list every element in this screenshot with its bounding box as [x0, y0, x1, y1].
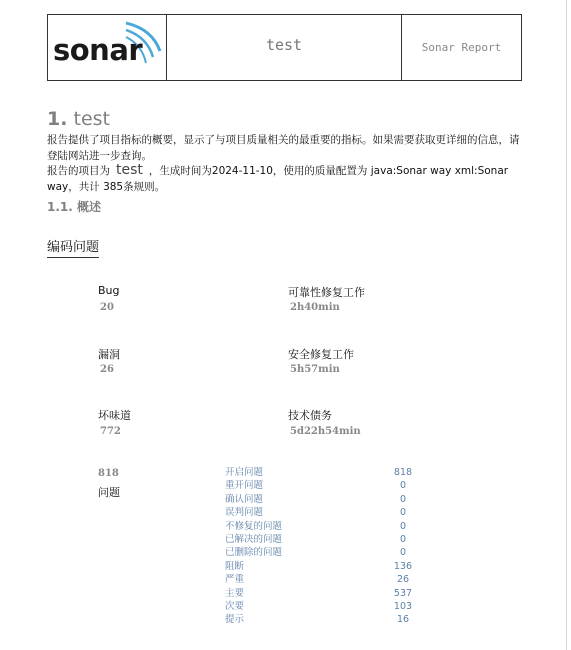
- issue-row-removed: [225, 546, 425, 559]
- issue-label: 阻断: [225, 560, 245, 572]
- metric-label-security-effort: 安全修复工作: [288, 348, 354, 361]
- issue-label: 已删除的问题: [225, 547, 283, 559]
- issue-row-open: [225, 466, 425, 479]
- issues-total: 818: [98, 468, 119, 479]
- issue-row-critical: [225, 573, 425, 586]
- page-edge-line: [566, 0, 567, 650]
- section-title: [47, 108, 110, 130]
- issue-label: 开启问题: [225, 467, 264, 478]
- issue-row-confirmed: [225, 493, 425, 506]
- issue-row-blocker: [225, 560, 425, 573]
- section-title-text: test: [73, 108, 110, 130]
- project-prefix: 报告的项目为: [47, 165, 110, 177]
- issue-value: 103: [393, 600, 413, 612]
- metric-value-tech-debt: 5d22h54min: [290, 426, 361, 437]
- report-header: [47, 14, 522, 81]
- issue-breakdown-list: [225, 466, 425, 627]
- sonar-logo: [48, 15, 167, 80]
- issue-value: 26: [396, 574, 410, 586]
- issue-label: 已解决的问题: [225, 533, 283, 545]
- metric-label-reliability-effort: 可靠性修复工作: [288, 286, 365, 299]
- issue-label: 提示: [225, 614, 245, 626]
- subsection-title: 1.1. 概述: [47, 200, 101, 214]
- logo-wordmark: sonar: [53, 33, 143, 67]
- report-label-cell: Sonar Report: [421, 41, 502, 54]
- metric-label-vulnerability: 漏洞: [98, 348, 120, 361]
- issue-row-major: [225, 587, 425, 600]
- metric-value-vulnerability: 26: [100, 364, 114, 375]
- intro-paragraph: 报告提供了项目指标的概要，显示了与项目质量相关的最重要的指标。如果需要获取更详细的信息，请登陆网站进一步查询。: [47, 134, 520, 162]
- coding-issues-heading: 编码问题: [47, 236, 99, 258]
- issue-row-resolved: [225, 533, 425, 546]
- project-name-inline: test: [116, 162, 143, 178]
- issues-label: 问题: [98, 486, 120, 499]
- issue-label: 主要: [225, 587, 245, 599]
- issue-label: 误判问题: [225, 507, 264, 519]
- issue-row-false-positive: [225, 506, 425, 519]
- issue-value: 537: [393, 587, 413, 599]
- issue-row-wont-fix: [225, 520, 425, 533]
- issue-value: 0: [399, 520, 407, 532]
- issue-row-info: [225, 613, 425, 626]
- metric-label-bug: Bug: [98, 284, 120, 297]
- issue-row-reopened: [225, 479, 425, 492]
- project-paragraph: [47, 162, 527, 195]
- project-suffix: ，生成时间为2024-11-10，使用的质量配置为 java:Sonar way xml:Sonar way，共计 385条规则。: [47, 165, 509, 193]
- issue-value: 16: [396, 614, 410, 626]
- section-number: 1.: [47, 108, 68, 130]
- metric-label-code-smell: 坏味道: [98, 409, 131, 422]
- issue-value: 0: [399, 493, 407, 505]
- metric-value-security-effort: 5h57min: [290, 364, 340, 375]
- metric-label-tech-debt: 技术债务: [288, 409, 332, 422]
- issue-label: 严重: [225, 574, 245, 586]
- issue-value: 0: [399, 547, 407, 559]
- metric-value-code-smell: 772: [100, 426, 121, 437]
- issue-label: 次要: [225, 600, 245, 612]
- issue-label: 不修复的问题: [225, 520, 283, 532]
- issue-value: 818: [393, 467, 413, 478]
- issue-value: 136: [393, 560, 413, 572]
- issue-label: 确认问题: [225, 493, 264, 505]
- issue-value: 0: [399, 480, 407, 492]
- metric-value-bug: 20: [100, 302, 114, 313]
- issue-value: 0: [399, 507, 407, 519]
- project-name-cell: test: [167, 15, 402, 80]
- issue-row-minor: [225, 600, 425, 613]
- metric-value-reliability-effort: 2h40min: [290, 302, 340, 313]
- issue-label: 重开问题: [225, 480, 264, 492]
- issue-value: 0: [399, 533, 407, 545]
